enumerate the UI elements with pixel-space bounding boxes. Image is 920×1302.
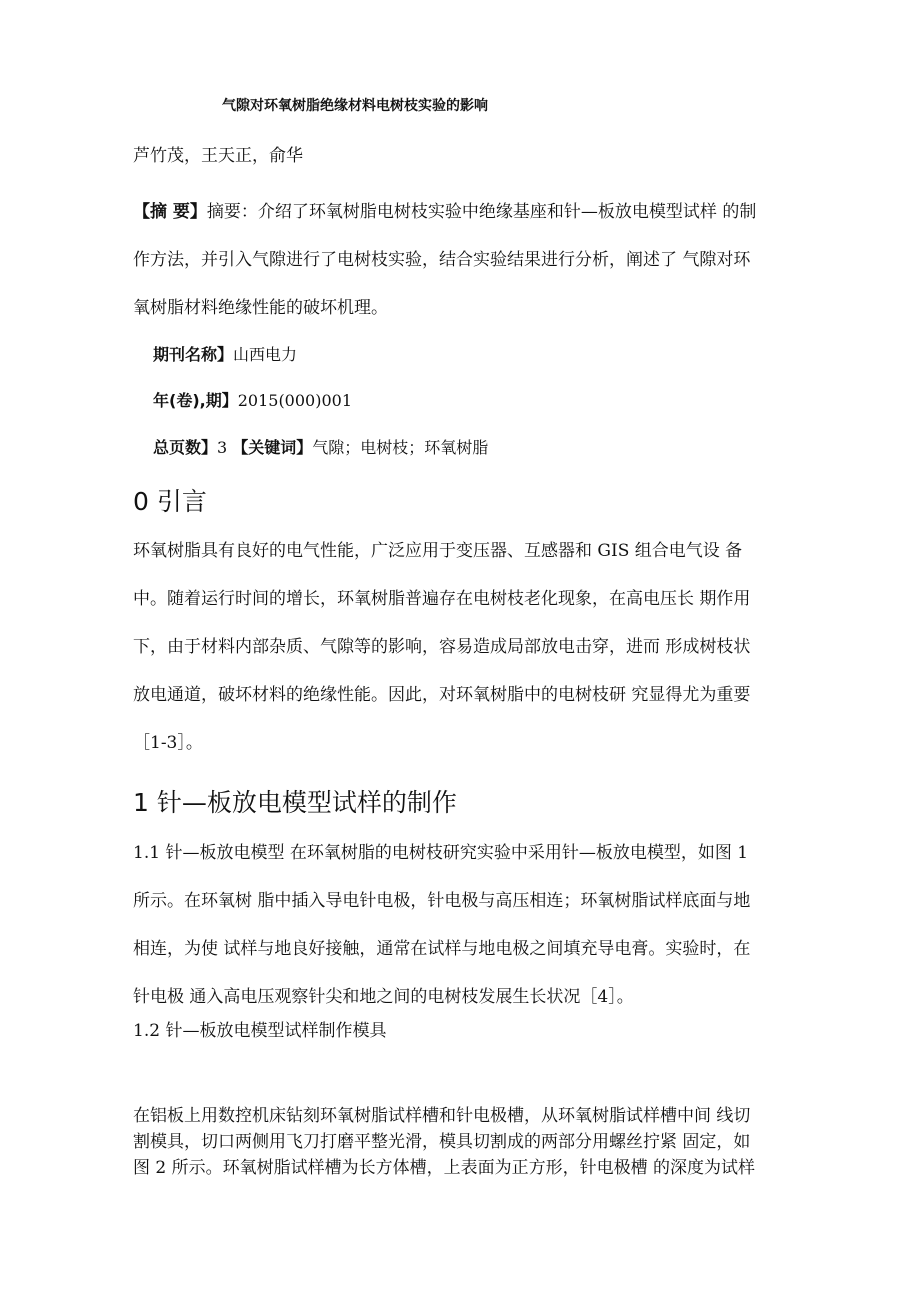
paragraph-line: ［1-3］。: [133, 733, 203, 753]
paragraph-line: 在铝板上用数控机床钻刻环氧树脂试样槽和针电极槽，从环氧树脂试样槽中间 线切: [133, 1106, 751, 1126]
paragraph-line: 1.1 针—板放电模型 在环氧树脂的电树枝研究实验中采用针—板放电模型，如图 1: [133, 843, 749, 863]
abstract-line: 氧树脂材料绝缘性能的破坏机理。: [133, 298, 388, 318]
subsection-heading-1-2: 1.2 针—板放电模型试样制作模具: [133, 1021, 387, 1041]
paragraph-line: 相连，为使 试样与地良好接触，通常在试样与地电极之间填充导电膏。实验时，在: [133, 939, 751, 959]
keywords-value: 气隙；电树枝；环氧树脂: [312, 438, 489, 457]
paragraph-line: 放电通道，破坏材料的绝缘性能。因此，对环氧树脂中的电树枝研 究显得尤为重要: [133, 685, 751, 705]
section-1-2-paragraph: [133, 1103, 783, 1181]
paragraph-line: 所示。在环氧树 脂中插入导电针电极，针电极与高压相连；环氧树脂试样底面与地: [133, 891, 751, 911]
paragraph-line: 环氧树脂具有良好的电气性能，广泛应用于变压器、互感器和 GIS 组合电气设 备: [133, 541, 743, 561]
paragraph-line: 割模具，切口两侧用飞刀打磨平整光滑，模具切割成的两部分用螺丝拧紧 固定，如: [133, 1132, 751, 1152]
paragraph-line: 针电极 通入高电压观察针尖和地之间的电树枝发展生长状况［4］。: [133, 987, 634, 1007]
abstract-label: 【摘 要】: [133, 202, 207, 222]
paragraph-line: 下，由于材料内部杂质、气隙等的影响，容易造成局部放电击穿，进而 形成树枝状: [133, 637, 751, 657]
abstract-text: 摘要：介绍了环氧树脂电树枝实验中绝缘基座和针—板放电模型试样 的制: [206, 202, 757, 222]
article-title: 气隙对环氧树脂绝缘材料电树枝实验的影响: [222, 98, 488, 114]
intro-paragraph: [133, 527, 783, 767]
abstract-line: [133, 188, 783, 236]
abstract-line: 作方法，并引入气隙进行了电树枝实验，结合实验结果进行分析，阐述了 气隙对环: [133, 250, 751, 270]
journal-row: [153, 342, 297, 365]
year-value: 2015(000)001: [237, 391, 352, 410]
section-heading-1: 1 针—板放电模型试样的制作: [133, 788, 457, 817]
pages-label: 总页数】: [153, 438, 218, 457]
journal-label: 期刊名称】: [153, 345, 234, 364]
abstract: [133, 188, 783, 332]
pages-keywords-row: [153, 435, 488, 458]
pages-value: 3: [217, 438, 233, 457]
year-row: [153, 388, 352, 411]
journal-value: 山西电力: [233, 345, 298, 364]
keywords-label: 【关键词】: [232, 438, 313, 457]
section-heading-intro: 0 引言: [133, 487, 207, 516]
year-label: 年(卷),期】: [153, 391, 238, 410]
section-1-1-paragraph: [133, 829, 783, 1021]
paragraph-line: 图 2 所示。环氧树脂试样槽为长方体槽，上表面为正方形，针电极槽 的深度为试样: [133, 1158, 756, 1178]
paragraph-line: 中。随着运行时间的增长，环氧树脂普遍存在电树枝老化现象，在高电压长 期作用: [133, 589, 751, 609]
authors: 芦竹茂，王天正，俞华: [133, 146, 303, 166]
